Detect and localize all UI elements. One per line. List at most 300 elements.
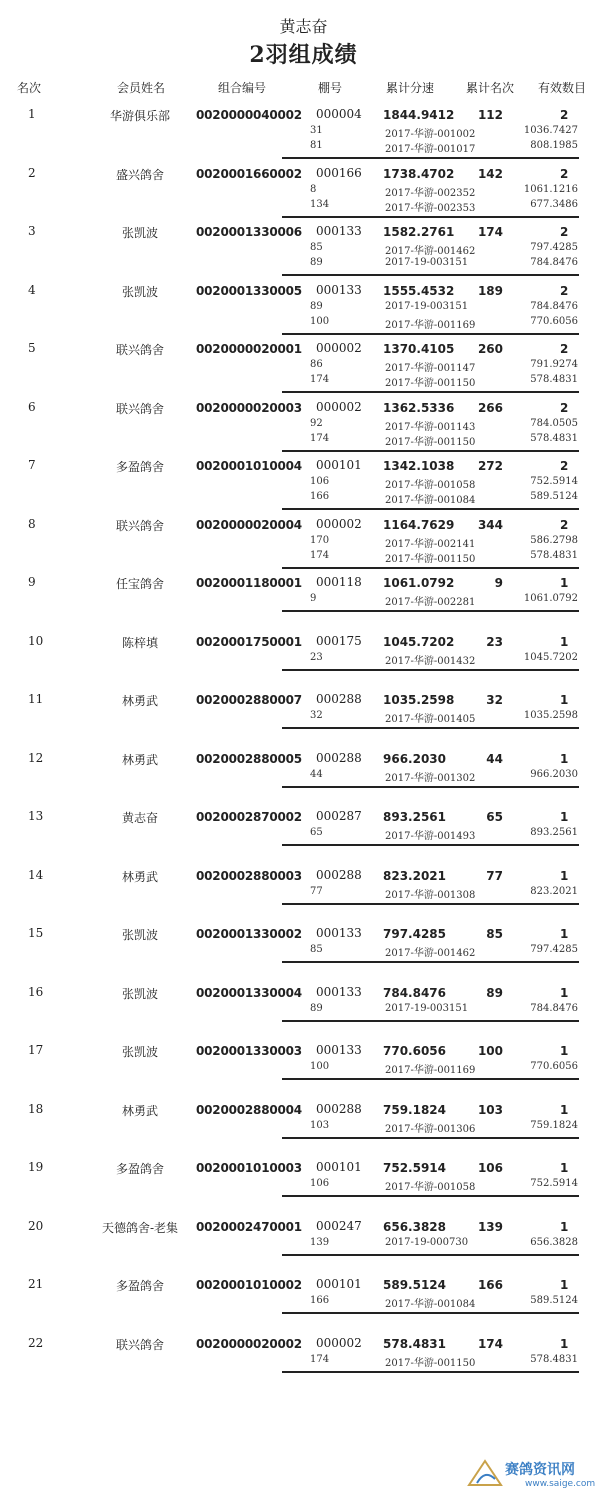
bird-speed: 797.4285 — [530, 944, 578, 955]
entry-loft-number: 000288 — [316, 867, 362, 882]
bird-speed: 578.4831 — [530, 549, 578, 561]
bird-ring-number: 2017-华游-002353 — [385, 202, 476, 214]
bird-speed: 1036.7427 — [523, 125, 578, 136]
watermark-url: www.saige.com — [525, 1479, 596, 1489]
entry-loft-number: 000133 — [316, 224, 362, 238]
entry-group-number: 0020001010004 — [196, 459, 302, 473]
entry-member-name: 林勇武 — [121, 752, 158, 767]
entry-group-number: 0020001330004 — [196, 985, 302, 1000]
bird-rank: 8 — [310, 183, 317, 195]
entry-divider — [282, 391, 579, 393]
entry-rank: 8 — [28, 516, 36, 531]
bird-rank: 44 — [310, 768, 323, 780]
entry-divider — [282, 274, 579, 276]
entry-member-name: 多盈鸽舍 — [115, 460, 164, 474]
bird-ring-number: 2017-华游-001058 — [385, 1182, 476, 1193]
entry-cumulative-rank: 344 — [477, 517, 503, 532]
bird-speed: 759.1824 — [530, 1119, 578, 1131]
bird-speed: 784.8476 — [530, 257, 578, 268]
entry-valid-count: 1 — [560, 576, 569, 590]
entry-member-name: 联兴鸽舍 — [115, 401, 164, 416]
entry-cumulative-speed: 797.4285 — [383, 927, 447, 941]
col-header-cum-rank: 累计名次 — [466, 81, 515, 95]
entry-cumulative-rank: 266 — [477, 400, 503, 415]
entry-rank: 2 — [28, 165, 36, 180]
entry-cumulative-rank: 103 — [477, 1102, 503, 1117]
bird-ring-number: 2017-华游-001169 — [385, 319, 476, 331]
entry-cumulative-rank: 189 — [477, 283, 503, 298]
entry-divider — [282, 961, 579, 963]
bird-speed: 752.5914 — [530, 476, 578, 487]
bird-speed: 578.4831 — [530, 432, 578, 444]
bird-speed: 770.6056 — [530, 1061, 578, 1072]
bird-speed: 656.3828 — [530, 1236, 578, 1248]
bird-rank: 174 — [310, 1353, 330, 1365]
col-header-rank: 名次 — [17, 81, 42, 95]
result-entry — [0, 458, 607, 516]
bird-rank: 32 — [310, 710, 323, 721]
bird-rank: 81 — [310, 140, 323, 151]
bird-ring-number: 2017-华游-001143 — [385, 421, 476, 433]
result-entry — [0, 692, 607, 750]
entry-loft-number: 000101 — [316, 1160, 362, 1174]
entry-rank: 5 — [28, 341, 36, 355]
result-entry — [0, 634, 607, 692]
entry-cumulative-speed: 966.2030 — [383, 751, 447, 766]
result-entry — [0, 107, 607, 165]
bird-rank: 89 — [310, 1002, 323, 1014]
entry-cumulative-speed: 752.5914 — [383, 1161, 447, 1175]
entry-rank: 20 — [28, 1218, 44, 1233]
entry-rank: 9 — [28, 575, 36, 589]
entry-loft-number: 000002 — [316, 1335, 362, 1350]
entry-valid-count: 2 — [560, 283, 569, 298]
bird-rank: 166 — [310, 1295, 330, 1306]
entry-member-name: 联兴鸽舍 — [115, 518, 164, 533]
entry-divider — [282, 669, 579, 671]
entry-divider — [282, 508, 579, 510]
watermark-text: 赛鸽资讯网 — [505, 1462, 575, 1478]
entry-divider — [282, 610, 579, 612]
entry-rank: 22 — [28, 1335, 44, 1350]
entry-valid-count: 1 — [560, 693, 569, 707]
entry-valid-count: 2 — [560, 225, 569, 239]
bird-rank: 103 — [310, 1119, 330, 1131]
bird-ring-number: 2017-华游-001432 — [385, 655, 476, 667]
bird-speed: 1035.2598 — [523, 710, 578, 721]
entry-loft-number: 000133 — [316, 926, 362, 940]
entry-rank: 18 — [28, 1101, 44, 1116]
entry-rank: 13 — [28, 809, 44, 823]
entry-valid-count: 1 — [560, 751, 569, 766]
entry-valid-count: 1 — [560, 810, 569, 824]
entry-loft-number: 000247 — [316, 1218, 362, 1233]
pigeon-logo-icon — [465, 1455, 505, 1495]
entry-group-number: 0020001660002 — [196, 166, 302, 181]
entry-group-number: 0020001330006 — [196, 225, 302, 239]
bird-ring-number: 2017-华游-001150 — [385, 436, 476, 448]
entry-loft-number: 000133 — [316, 984, 362, 999]
bird-ring-number: 2017-华游-001493 — [385, 831, 476, 842]
bird-speed: 797.4285 — [530, 242, 578, 253]
entry-cumulative-speed: 1342.1038 — [383, 459, 455, 473]
bird-speed: 1061.1216 — [523, 183, 578, 195]
entry-group-number: 0020002880007 — [196, 693, 302, 707]
entry-loft-number: 000288 — [316, 692, 362, 706]
bird-ring-number: 2017-华游-001169 — [385, 1065, 476, 1076]
entry-cumulative-rank: 139 — [477, 1219, 503, 1234]
entry-valid-count: 1 — [560, 634, 569, 649]
bird-ring-number: 2017-华游-002141 — [385, 538, 476, 550]
entry-member-name: 林勇武 — [121, 694, 158, 708]
entry-rank: 6 — [28, 399, 36, 414]
entry-cumulative-speed: 1035.2598 — [383, 693, 455, 707]
result-entry — [0, 751, 607, 809]
entry-valid-count: 1 — [560, 1278, 569, 1292]
bird-speed: 770.6056 — [530, 315, 578, 327]
entry-divider — [282, 1137, 579, 1139]
entry-valid-count: 1 — [560, 1336, 569, 1351]
col-header-group: 组合编号 — [218, 81, 267, 95]
bird-ring-number: 2017-华游-002352 — [385, 187, 476, 199]
entry-rank: 7 — [28, 458, 36, 472]
entry-cumulative-rank: 85 — [486, 927, 503, 941]
entry-group-number: 0020001330003 — [196, 1044, 302, 1058]
entry-group-number: 0020000020004 — [196, 517, 302, 532]
entry-member-name: 张凯波 — [121, 284, 158, 299]
entry-loft-number: 000288 — [316, 750, 362, 765]
entry-valid-count: 2 — [560, 400, 569, 415]
entry-cumulative-speed: 1738.4702 — [383, 166, 455, 181]
entry-cumulative-speed: 1061.0792 — [383, 576, 455, 590]
bird-ring-number: 2017-华游-001302 — [385, 772, 476, 784]
entry-valid-count: 2 — [560, 517, 569, 532]
entry-member-name: 任宝鸽舍 — [115, 577, 164, 591]
entry-loft-number: 000002 — [316, 399, 362, 414]
entry-cumulative-rank: 77 — [486, 868, 503, 883]
entry-group-number: 0020001010002 — [196, 1278, 302, 1292]
entry-valid-count: 2 — [560, 108, 569, 122]
entry-valid-count: 1 — [560, 1044, 569, 1058]
entry-rank: 11 — [28, 692, 44, 706]
entry-rank: 19 — [28, 1160, 44, 1174]
bird-speed: 893.2561 — [530, 827, 578, 838]
bird-speed: 1045.7202 — [523, 651, 578, 663]
bird-rank: 174 — [310, 374, 330, 385]
bird-ring-number: 2017-华游-001017 — [385, 144, 476, 155]
bird-speed: 784.0505 — [530, 417, 578, 429]
entry-cumulative-rank: 260 — [477, 342, 503, 356]
entry-cumulative-rank: 100 — [477, 1044, 503, 1058]
entry-cumulative-speed: 1164.7629 — [383, 517, 455, 532]
bird-rank: 77 — [310, 885, 323, 897]
result-entry — [0, 809, 607, 867]
bird-ring-number: 2017-华游-001405 — [385, 714, 476, 725]
bird-speed: 586.2798 — [530, 534, 578, 546]
entry-divider — [282, 216, 579, 218]
bird-ring-number: 2017-华游-001058 — [385, 480, 476, 491]
result-entry — [0, 1219, 607, 1277]
entry-loft-number: 000101 — [316, 458, 362, 472]
bird-rank: 100 — [310, 315, 330, 327]
entry-divider — [282, 1020, 579, 1022]
result-entry — [0, 166, 607, 224]
entry-valid-count: 1 — [560, 1102, 569, 1117]
result-entry — [0, 1102, 607, 1160]
entry-divider — [282, 844, 579, 846]
bird-rank: 23 — [310, 651, 323, 663]
entry-divider — [282, 1078, 579, 1080]
entry-member-name: 天德鸽舍-老集 — [101, 1220, 179, 1235]
bird-speed: 589.5124 — [530, 491, 578, 502]
col-header-name: 会员姓名 — [117, 81, 166, 95]
entry-cumulative-speed: 770.6056 — [383, 1044, 447, 1058]
entry-member-name: 黄志奋 — [121, 811, 158, 825]
bird-ring-number: 2017-19-003151 — [385, 1002, 469, 1014]
entry-member-name: 多盈鸽舍 — [115, 1162, 164, 1176]
bird-speed: 589.5124 — [530, 1295, 578, 1306]
bird-ring-number: 2017-华游-001002 — [385, 129, 476, 140]
entry-member-name: 张凯波 — [121, 226, 158, 240]
entry-cumulative-speed: 589.5124 — [383, 1278, 447, 1292]
entry-rank: 1 — [28, 107, 36, 121]
bird-speed: 784.8476 — [530, 300, 578, 312]
result-entry — [0, 868, 607, 926]
bird-ring-number: 2017-华游-001147 — [385, 363, 476, 374]
entry-cumulative-speed: 893.2561 — [383, 810, 447, 824]
bird-speed: 966.2030 — [530, 768, 578, 780]
result-entry — [0, 985, 607, 1043]
entry-cumulative-rank: 89 — [486, 985, 503, 1000]
bird-rank: 166 — [310, 491, 330, 502]
bird-rank: 85 — [310, 242, 323, 253]
entry-valid-count: 1 — [560, 985, 569, 1000]
entry-loft-number: 000133 — [316, 1043, 362, 1057]
result-entry — [0, 400, 607, 458]
bird-speed: 677.3486 — [530, 198, 578, 210]
entry-cumulative-rank: 23 — [486, 634, 503, 649]
entry-member-name: 张凯波 — [121, 928, 158, 942]
result-entry — [0, 517, 607, 575]
entry-cumulative-rank: 166 — [477, 1278, 503, 1292]
entry-cumulative-speed: 1582.2761 — [383, 225, 455, 239]
bird-rank: 174 — [310, 432, 330, 444]
entry-cumulative-speed: 784.8476 — [383, 985, 447, 1000]
entry-group-number: 0020002880005 — [196, 751, 302, 766]
entry-rank: 10 — [28, 633, 44, 648]
entry-cumulative-speed: 1362.5336 — [383, 400, 455, 415]
entry-loft-number: 000288 — [316, 1101, 362, 1116]
entry-group-number: 0020001330002 — [196, 927, 302, 941]
entry-valid-count: 1 — [560, 1219, 569, 1234]
bird-rank: 92 — [310, 417, 323, 429]
bird-rank: 134 — [310, 198, 330, 210]
bird-ring-number: 2017-华游-001150 — [385, 378, 476, 389]
entry-group-number: 0020001010003 — [196, 1161, 302, 1175]
bird-rank: 89 — [310, 257, 323, 268]
entry-divider — [282, 1312, 579, 1314]
entry-divider — [282, 567, 579, 569]
entry-group-number: 0020001180001 — [196, 576, 302, 590]
bird-ring-number: 2017-华游-001462 — [385, 246, 476, 257]
site-watermark — [465, 1455, 595, 1495]
bird-speed: 578.4831 — [530, 374, 578, 385]
sheet-subtitle: 黄志奋 — [279, 17, 328, 36]
bird-speed: 752.5914 — [530, 1178, 578, 1189]
bird-speed: 578.4831 — [530, 1353, 578, 1365]
entry-cumulative-rank: 174 — [477, 225, 503, 239]
entry-cumulative-speed: 1370.4105 — [383, 342, 455, 356]
result-entry — [0, 926, 607, 984]
result-entry — [0, 1043, 607, 1101]
result-entry — [0, 1277, 607, 1335]
entry-member-name: 盛兴鸽舍 — [115, 167, 164, 182]
entry-group-number: 0020001330005 — [196, 283, 302, 298]
entry-loft-number: 000118 — [316, 575, 362, 589]
entry-group-number: 0020002880004 — [196, 1102, 302, 1117]
entry-group-number: 0020002870002 — [196, 810, 302, 824]
bird-ring-number: 2017-华游-001462 — [385, 948, 476, 959]
entry-loft-number: 000002 — [316, 516, 362, 531]
bird-ring-number: 2017-华游-001308 — [385, 889, 476, 901]
entry-member-name: 联兴鸽舍 — [115, 1337, 164, 1352]
bird-ring-number: 2017-19-003151 — [385, 257, 469, 268]
result-entry — [0, 1160, 607, 1218]
entry-group-number: 0020002880003 — [196, 868, 302, 883]
entry-divider — [282, 1195, 579, 1197]
entry-cumulative-rank: 106 — [477, 1161, 503, 1175]
entry-cumulative-rank: 44 — [486, 751, 503, 766]
entry-member-name: 张凯波 — [121, 986, 158, 1001]
result-entry — [0, 341, 607, 399]
bird-rank: 174 — [310, 549, 330, 561]
entry-member-name: 多盈鸽舍 — [115, 1279, 164, 1293]
col-header-speed: 累计分速 — [386, 81, 435, 95]
entry-loft-number: 000175 — [316, 633, 362, 648]
bird-rank: 139 — [310, 1236, 330, 1248]
bird-speed: 784.8476 — [530, 1002, 578, 1014]
col-header-count: 有效数目 — [538, 81, 587, 95]
entry-valid-count: 1 — [560, 868, 569, 883]
entry-divider — [282, 450, 579, 452]
bird-ring-number: 2017-19-000730 — [385, 1236, 469, 1248]
entry-cumulative-speed: 1555.4532 — [383, 283, 455, 298]
entry-loft-number: 000287 — [316, 809, 362, 823]
bird-rank: 170 — [310, 534, 330, 546]
entry-member-name: 联兴鸽舍 — [115, 343, 164, 357]
col-header-loft: 棚号 — [318, 81, 343, 95]
entry-cumulative-rank: 9 — [494, 576, 503, 590]
bird-speed: 823.2021 — [530, 885, 578, 897]
bird-speed: 1061.0792 — [523, 593, 578, 604]
entry-valid-count: 2 — [560, 166, 569, 181]
entry-group-number: 0020000020003 — [196, 400, 302, 415]
entry-valid-count: 2 — [560, 342, 569, 356]
bird-rank: 31 — [310, 125, 323, 136]
entry-divider — [282, 786, 579, 788]
entry-loft-number: 000101 — [316, 1277, 362, 1291]
bird-ring-number: 2017-19-003151 — [385, 300, 469, 312]
entry-divider — [282, 1254, 579, 1256]
entry-cumulative-rank: 272 — [477, 459, 503, 473]
entry-divider — [282, 157, 579, 159]
entry-loft-number: 000166 — [316, 165, 362, 180]
bird-ring-number: 2017-华游-001084 — [385, 1299, 476, 1310]
entry-member-name: 林勇武 — [121, 1103, 158, 1118]
entry-loft-number: 000133 — [316, 282, 362, 297]
bird-rank: 65 — [310, 827, 323, 838]
bird-rank: 85 — [310, 944, 323, 955]
result-entry — [0, 224, 607, 282]
result-entry — [0, 1336, 607, 1394]
bird-rank: 106 — [310, 1178, 330, 1189]
entry-member-name: 陈梓填 — [121, 635, 158, 650]
bird-ring-number: 2017-华游-001306 — [385, 1123, 476, 1135]
entry-rank: 12 — [28, 750, 44, 765]
entry-group-number: 0020002470001 — [196, 1219, 302, 1234]
bird-rank: 100 — [310, 1061, 330, 1072]
bird-rank: 86 — [310, 359, 323, 370]
entry-divider — [282, 333, 579, 335]
entry-cumulative-speed: 1844.9412 — [383, 108, 455, 122]
entry-rank: 3 — [28, 224, 36, 238]
entry-group-number: 0020000020001 — [196, 342, 302, 356]
bird-ring-number: 2017-华游-001084 — [385, 495, 476, 506]
entry-cumulative-speed: 578.4831 — [383, 1336, 447, 1351]
entry-member-name: 华游俱乐部 — [109, 109, 170, 123]
entry-cumulative-speed: 823.2021 — [383, 868, 447, 883]
entry-rank: 15 — [28, 926, 44, 940]
entry-loft-number: 000002 — [316, 341, 362, 355]
entry-rank: 4 — [28, 282, 36, 297]
result-entry — [0, 575, 607, 633]
bird-rank: 9 — [310, 593, 317, 604]
entry-group-number: 0020001750001 — [196, 634, 302, 649]
entry-divider — [282, 903, 579, 905]
entry-member-name: 林勇武 — [121, 869, 158, 884]
entry-valid-count: 1 — [560, 927, 569, 941]
sheet-title: 2羽组成绩 — [249, 42, 358, 68]
bird-ring-number: 2017-华游-001150 — [385, 1357, 476, 1369]
bird-speed: 808.1985 — [530, 140, 578, 151]
bird-ring-number: 2017-华游-001150 — [385, 553, 476, 565]
result-entry — [0, 283, 607, 341]
entry-group-number: 0020000040002 — [196, 108, 302, 122]
entry-cumulative-speed: 759.1824 — [383, 1102, 447, 1117]
entry-cumulative-rank: 65 — [486, 810, 503, 824]
entry-cumulative-rank: 32 — [486, 693, 503, 707]
bird-rank: 89 — [310, 300, 323, 312]
entry-cumulative-speed: 656.3828 — [383, 1219, 447, 1234]
entry-divider — [282, 1371, 579, 1373]
entry-rank: 16 — [28, 984, 44, 999]
entry-rank: 14 — [28, 867, 44, 882]
entry-member-name: 张凯波 — [121, 1045, 158, 1059]
entry-loft-number: 000004 — [316, 107, 362, 121]
entry-group-number: 0020000020002 — [196, 1336, 302, 1351]
entry-cumulative-speed: 1045.7202 — [383, 634, 455, 649]
entry-rank: 17 — [28, 1043, 44, 1057]
entry-cumulative-rank: 174 — [477, 1336, 503, 1351]
entry-divider — [282, 727, 579, 729]
entry-cumulative-rank: 112 — [477, 108, 503, 122]
entry-valid-count: 1 — [560, 1161, 569, 1175]
bird-ring-number: 2017-华游-002281 — [385, 597, 476, 608]
bird-rank: 106 — [310, 476, 330, 487]
entry-rank: 21 — [28, 1277, 44, 1291]
bird-speed: 791.9274 — [530, 359, 578, 370]
entry-valid-count: 2 — [560, 459, 569, 473]
